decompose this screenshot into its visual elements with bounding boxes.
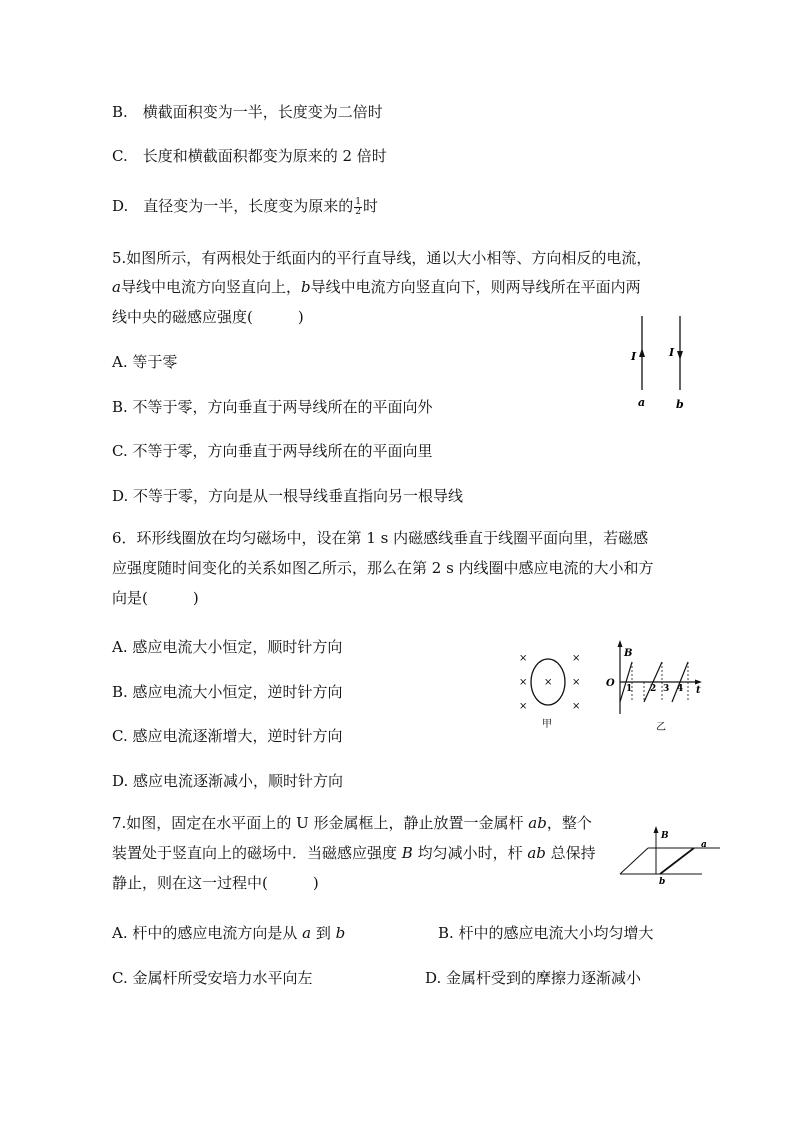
- frame-edge: [620, 848, 648, 874]
- rod-end-b: b: [659, 877, 666, 887]
- q6-stem-line2: 应强度随时间变化的关系如图乙所示，那么在第 2 s 内线圈中感应电流的大小和方: [112, 559, 654, 577]
- q5-option-d: D. 不等于零，方向是从一根导线垂直指向另一根导线: [112, 487, 464, 505]
- metal-rod-ab: [660, 848, 694, 874]
- tick-label: 1: [626, 684, 633, 694]
- q6-option-b: B. 感应电流大小恒定，逆时针方向: [112, 683, 343, 701]
- q5-stem-line2: a导线中电流方向竖直向上，b导线中电流方向竖直向下，则两导线所在平面内两: [112, 278, 641, 296]
- q7-stem-line2: 装置处于竖直向上的磁场中．当磁感应强度 B 均匀减小时，杆 ab 总保持: [112, 844, 596, 862]
- cross-icon: ×: [572, 653, 581, 664]
- x-axis-arrow-icon: [695, 680, 702, 685]
- q5-option-b: B. 不等于零，方向垂直于两导线所在的平面向外: [112, 398, 433, 416]
- y-axis-arrow-icon: [618, 640, 623, 647]
- rod-end-a: a: [701, 840, 707, 850]
- wire-label-a: a: [638, 396, 646, 409]
- current-label-a: I: [631, 350, 637, 363]
- q7-option-a: A. 杆中的感应电流方向是从 a 到 b: [112, 924, 346, 942]
- cross-icon: ×: [572, 701, 581, 712]
- field-label-b: B: [661, 831, 669, 841]
- q6-graph-figure: [604, 638, 708, 734]
- cross-icon: ×: [519, 701, 528, 712]
- q6-stem-line3: 向是( ): [112, 589, 199, 607]
- wire-label-b: b: [676, 398, 684, 411]
- fraction: $\frac{1}{2}$: [355, 196, 361, 217]
- q4-option-c: C. 长度和横截面积都变为原来的 2 倍时: [112, 147, 387, 165]
- q7-option-c: C. 金属杆所受安培力水平向左: [112, 969, 313, 987]
- arrow-up-icon: [639, 348, 645, 357]
- q6-coil-figure: [510, 645, 590, 730]
- tick-label: 3: [663, 684, 670, 694]
- cross-icon: ×: [519, 653, 528, 664]
- q7-option-d: D. 金属杆受到的摩擦力逐渐减小: [425, 969, 642, 987]
- q5-option-c: C. 不等于零，方向垂直于两导线所在的平面向里: [112, 442, 433, 460]
- q6-option-c: C. 感应电流逐渐增大，逆时针方向: [112, 727, 343, 745]
- tick-label: 2: [650, 684, 657, 694]
- current-label-b: I: [669, 346, 675, 359]
- q7-option-b: B. 杆中的感应电流大小均匀增大: [438, 924, 654, 942]
- q7-stem-line1: 7.如图，固定在水平面上的 U 形金属框上，静止放置一金属杆 ab，整个: [112, 814, 592, 832]
- cross-icon: ×: [544, 677, 553, 688]
- cross-icon: ×: [572, 677, 581, 688]
- figure-label-yi: 乙: [656, 722, 666, 733]
- axis-label-t: t: [696, 685, 701, 696]
- arrow-up-icon: [654, 826, 659, 833]
- q6-option-a: A. 感应电流大小恒定，顺时针方向: [112, 638, 343, 656]
- q5-option-a: A. 等于零: [112, 353, 178, 371]
- q5-stem-line3: 线中央的磁感应强度( ): [112, 308, 304, 326]
- q5-stem-line1: 5.如图所示，有两根处于纸面内的平行直导线，通以大小相等、方向相反的电流，: [112, 249, 652, 267]
- q7-u-frame-figure: [612, 822, 724, 888]
- origin-label: O: [606, 678, 615, 689]
- tick-label: 4: [677, 684, 684, 694]
- q4-option-b: B. 横截面积变为一半，长度变为二倍时: [112, 103, 383, 121]
- q6-option-d: D. 感应电流逐渐减小，顺时针方向: [112, 772, 344, 790]
- q5-wire-figure: [622, 310, 692, 415]
- cross-icon: ×: [519, 677, 528, 688]
- axis-label-b: B: [624, 648, 633, 659]
- q6-stem-line1: 6．环形线圈放在均匀磁场中，设在第 1 s 内磁感线垂直于线圈平面向里，若磁感: [112, 529, 649, 547]
- figure-label-jia: 甲: [542, 719, 552, 730]
- q7-stem-line3: 静止，则在这一过程中( ): [112, 874, 319, 892]
- q4-option-d: D. 直径变为一半，长度变为原来的 $\frac{1}{2}$ 时: [112, 196, 379, 217]
- arrow-down-icon: [677, 351, 683, 360]
